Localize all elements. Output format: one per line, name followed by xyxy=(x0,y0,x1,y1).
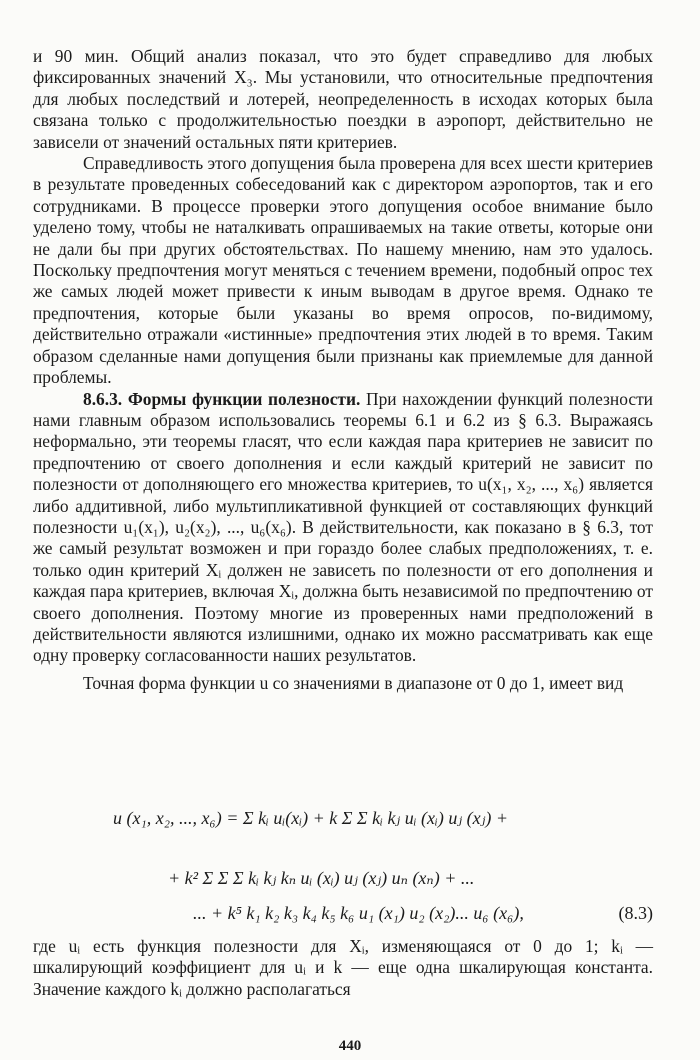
body-text-bottom xyxy=(33,936,653,1000)
body-text xyxy=(33,46,653,694)
paragraph-continuation: и 90 мин. Общий анализ показал, что это будет справедливо для любых фиксированных значений X₃. Мы установили, что относительные предпочтения для любых последствий и лотерей, неопределенность в исходах которых была связана только с продолжительностью поездки в аэропорт, действительно не зависели от значений остальных пяти критериев. xyxy=(33,46,653,152)
equation-line-1 xyxy=(33,808,653,848)
section-text: При нахождении функций полезности нами главным образом использовались теоремы 6.1 и 6.2 из § 6.3. Выражаясь неформально, эти теоремы гласят, что если каждая пара критериев не зависит по предпочтению от своего дополнения и если каждый критерий не зависит по полезности от дополняющего его множества критериев, то u(x₁, x₂, ..., x₆) является либо аддитивной, либо мультипликативной функцией от составляющих функций полезности u₁(x₁), u₂(x₂), ..., u₆(x₆). В действительности, как показано в § 6.3, тот же самый результат возможен и при гораздо более слабых предположениях, т. е. только один критерий Xᵢ должен не зависеть по полезности от его дополнения и каждая пара критериев, включая Xᵢ, должна быть независимой по предпочтению от своего дополнения. Поэтому многие из проверенных нами предположений в действительности являются излишними, однако их можно рассматривать как еще одну проверку согласованности наших результатов. xyxy=(33,388,653,666)
page-number: 440 xyxy=(338,1038,362,1054)
paragraph-section-8-6-3 xyxy=(33,389,653,667)
equation-row-2: + k² Σ Σ Σ kᵢ kⱼ kₙ uᵢ (xᵢ) uⱼ (xⱼ) uₙ (xₙ) + ... xyxy=(168,868,475,888)
paragraph-verification: Справедливость этого допущения была проверена для всех шести критериев в результате проведенных собеседований как с директором аэропортов, так и его сотрудниками. В процессе проверки этого допущения особое внимание было уделено тому, чтобы не наталкивать опрашиваемых на такие ответы, которые они не дали бы при других обстоятельствах. По нашему мнению, нам это удалось. Поскольку предпочтения могут меняться с течением времени, подобный опрос тех же самых людей может привести к иным выводам в другое время. Однако те предпочтения, которые были указаны во время опросов, по-видимому, действительно отражали «истинные» предпочтения этих людей в то время. Таким образом сделанные нами допущения были признаны как приемлемые для данной проблемы. xyxy=(33,153,653,388)
equation-row-3: ... + k⁵ k₁ k₂ k₃ k₄ k₅ k₆ u₁ (x₁) u₂ (x₂)... u₆ (x₆), xyxy=(193,903,524,923)
equation-row-1: u (x₁, x₂, ..., x₆) = Σ kᵢ uᵢ(xᵢ) + k Σ Σ kᵢ kⱼ uᵢ (xᵢ) uⱼ (xⱼ) + xyxy=(113,808,508,828)
paragraph-form-intro: Точная форма функции u со значениями в диапазоне от 0 до 1, имеет вид xyxy=(83,672,624,693)
equation-number: (8.3) xyxy=(618,903,653,923)
equation-line-2 xyxy=(33,868,653,908)
paragraph-definitions: где uᵢ есть функция полезности для Xᵢ, изменяющаяся от 0 до 1; kᵢ — шкалирующий коэффициент для uᵢ и k — еще одна шкалирующая константа. Значение каждого kᵢ должно располагаться xyxy=(33,936,653,999)
equation-line-3 xyxy=(33,903,653,929)
section-heading: 8.6.3. Формы функции полезности. xyxy=(83,388,361,409)
